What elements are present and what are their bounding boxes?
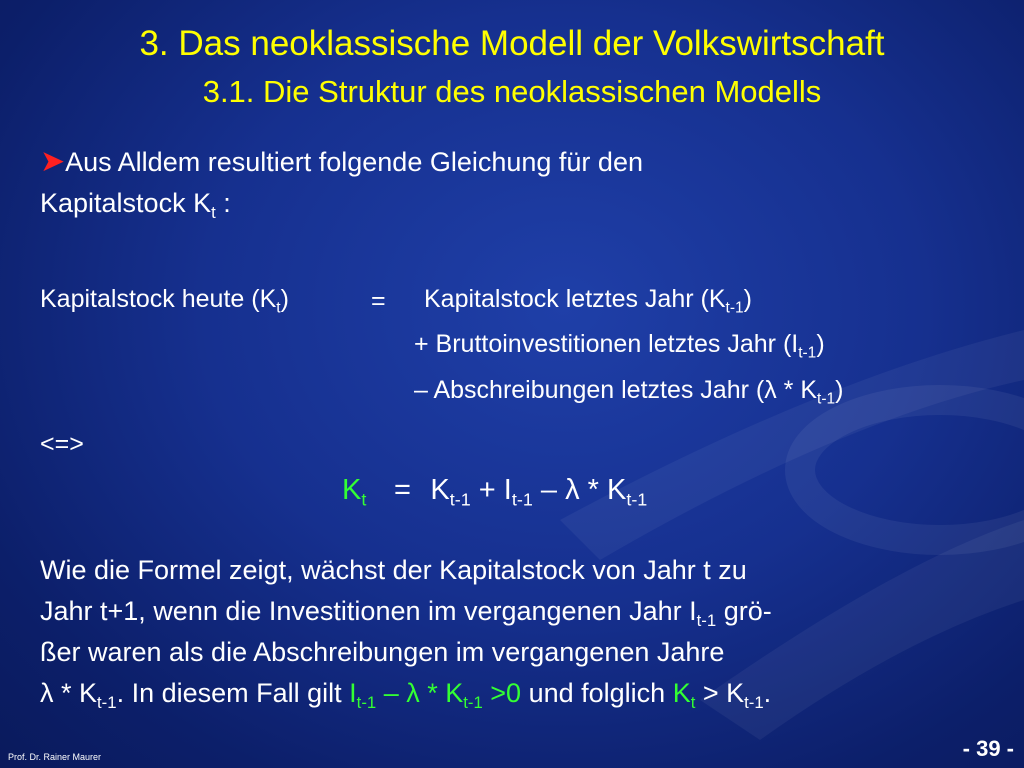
bullet-line-2 (40, 188, 231, 222)
equation-equals: = (371, 287, 386, 315)
subscript: t-1 (97, 692, 117, 712)
explanation-line-4 (40, 678, 772, 712)
explanation-text: . (763, 678, 772, 708)
equation-rhs-2 (414, 330, 825, 362)
explanation-line-1: Wie die Formel zeigt, wächst der Kapitalstock von Jahr t zu (40, 555, 747, 585)
bullet-line-1 (40, 144, 643, 179)
equivalence-sign: <=> (40, 430, 84, 458)
explanation-text: Jahr t+1, wenn die Investitionen im vergangenen Jahr I (40, 596, 697, 626)
rhs3-end: ) (835, 376, 844, 404)
explanation-text: . In diesem Fall gilt (116, 678, 350, 708)
page-number: - 39 - (962, 736, 1014, 761)
subscript: t-1 (817, 390, 836, 408)
rhs1-end: ) (743, 285, 752, 313)
bullet-text-2: Kapitalstock K (40, 188, 212, 218)
subscript: t-1 (626, 489, 648, 510)
equation-lhs (40, 285, 289, 317)
rhs2-text: + Bruttoinvestitionen letztes Jahr (I (414, 330, 799, 358)
rhs3-text: – Abschreibungen letztes Jahr (λ * K (414, 376, 818, 404)
formula-term-3: – λ * K (532, 474, 627, 506)
formula-k: $K_t$ (342, 474, 367, 510)
explanation-text: und folglich (521, 678, 673, 708)
bullet-text-2-end: : (215, 188, 231, 218)
slide-subtitle: 3.1. Die Struktur des neoklassischen Modells (202, 74, 822, 109)
formula-term-2: + I (470, 474, 512, 506)
subscript: t-1 (725, 299, 744, 317)
explanation-text: λ * K (40, 678, 98, 708)
subscript: t-1 (696, 610, 717, 630)
subscript: t (211, 202, 216, 222)
author-footer: Prof. Dr. Rainer Maurer (8, 752, 102, 762)
subscript: t-1 (511, 489, 533, 510)
lhs-text: Kapitalstock heute (K (40, 285, 277, 313)
subscript: t-1 (798, 344, 817, 362)
explanation-text: > K (695, 678, 745, 708)
explanation-line-2 (40, 596, 772, 630)
subscript: t-1 (744, 692, 764, 712)
bullet-text-1: Aus Alldem resultiert folgende Gleichung für den (65, 147, 643, 177)
explanation-text: grö- (716, 596, 772, 626)
subscript: t (276, 299, 281, 317)
arrow-bullet-icon: ➤ (40, 145, 66, 178)
slide-title: 3. Das neoklassische Modell der Volkswirtschaft (139, 24, 885, 63)
subscript: t-1 (449, 489, 471, 510)
formula (342, 474, 648, 510)
explanation-line-3: ßer waren als die Abschreibungen im vergangenen Jahre (40, 637, 725, 667)
formula-equals: = (393, 474, 411, 506)
formula-term-1: K (430, 474, 450, 506)
rhs2-end: ) (816, 330, 825, 358)
highlight-k: $K_t$ (672, 678, 696, 712)
highlight-condition: $I_{t-1} - \lambda * K_{t-1} >0$ (349, 678, 522, 712)
equation-rhs-1 (424, 285, 752, 317)
lhs-end: ) (280, 285, 289, 313)
equation-rhs-3 (414, 376, 844, 408)
rhs1-text: Kapitalstock letztes Jahr (K (424, 285, 726, 313)
